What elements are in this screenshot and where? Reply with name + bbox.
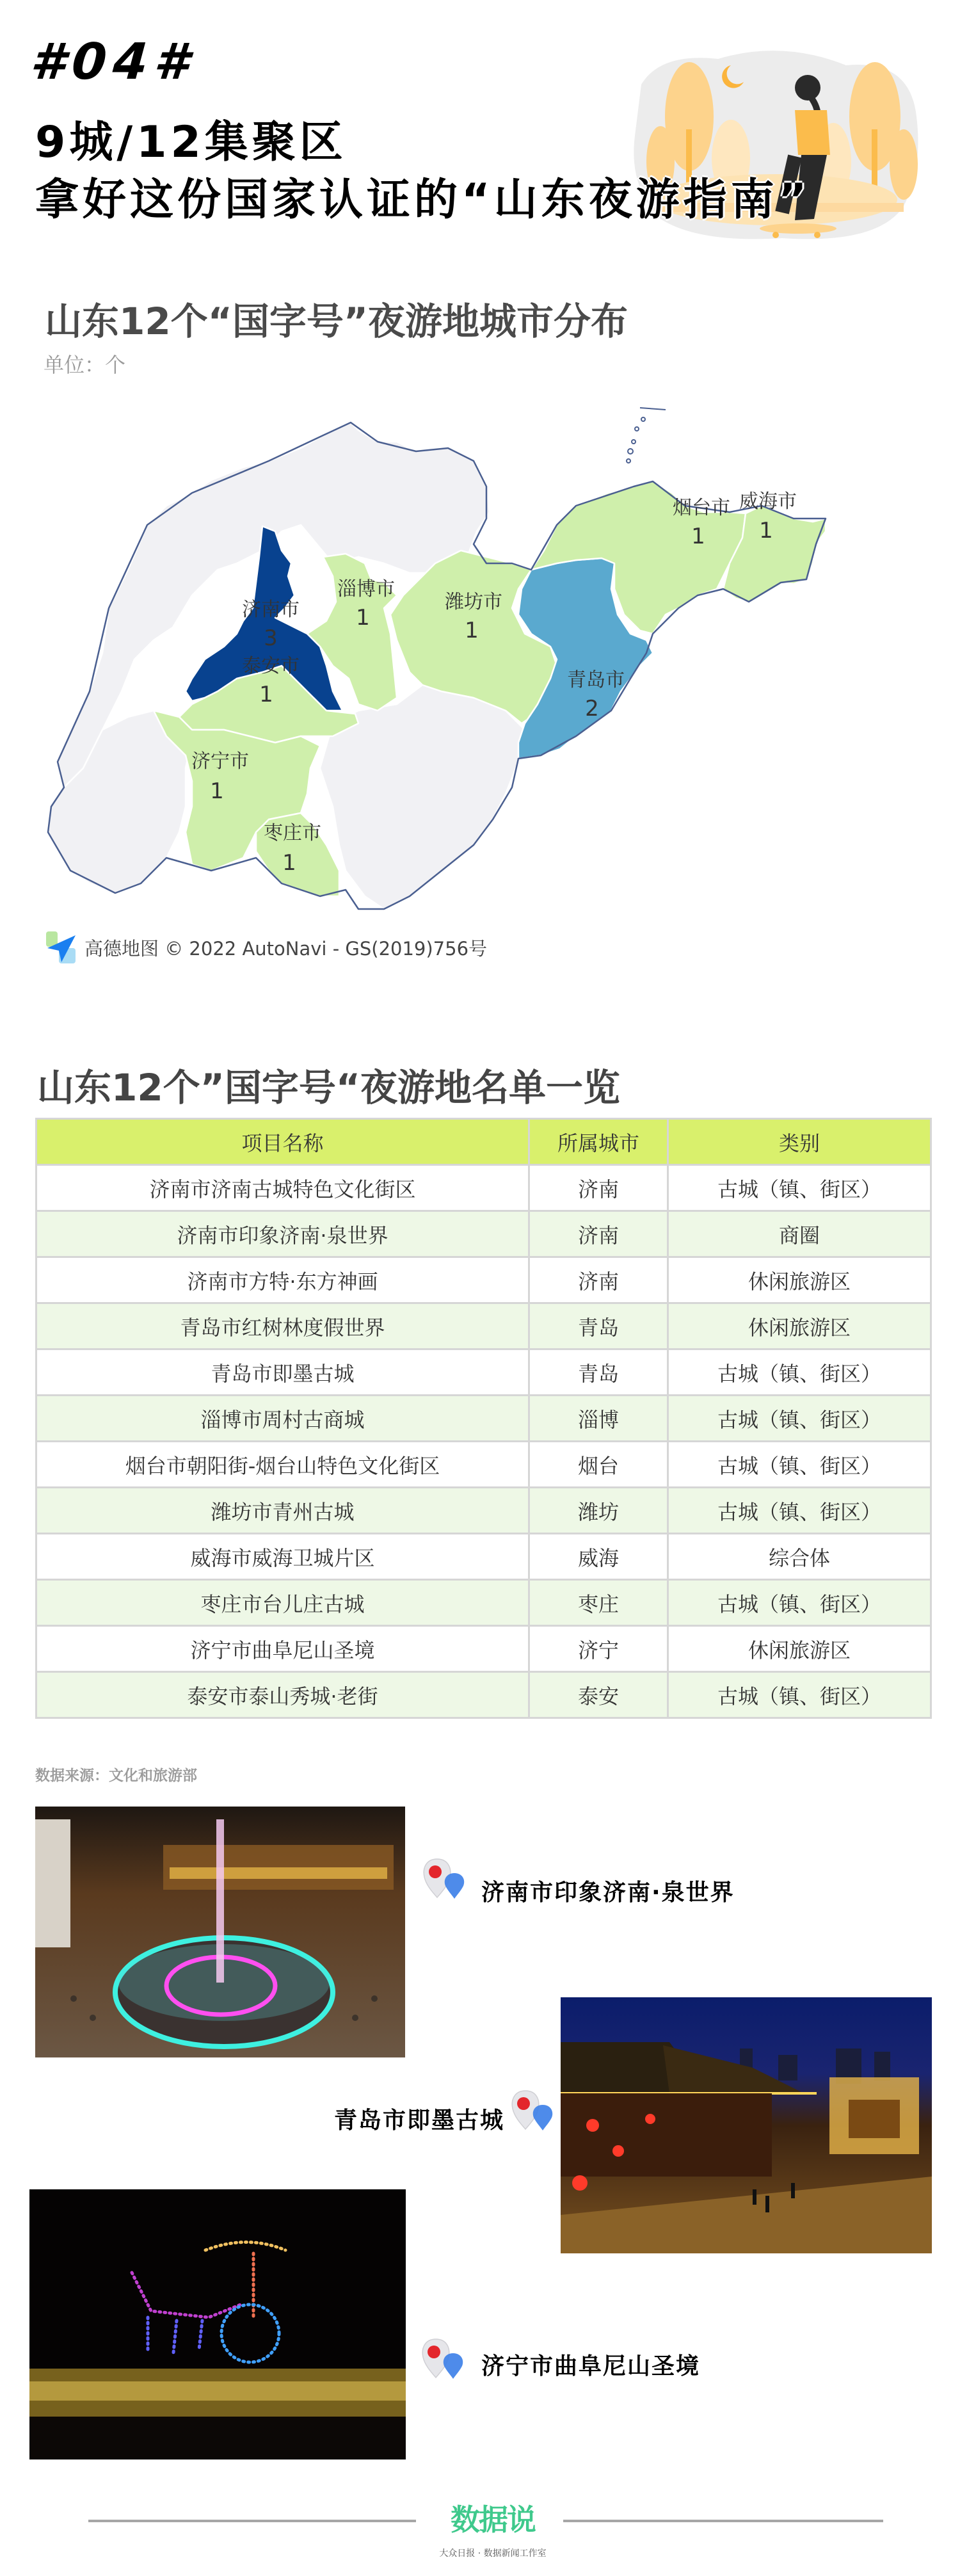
cell-city: 青岛 (529, 1349, 668, 1396)
cell-city: 济南 (529, 1211, 668, 1257)
col-header-project: 项目名称 (36, 1119, 529, 1165)
footer-divider-left (88, 2520, 416, 2522)
map-attribution-text: 高德地图 © 2022 AutoNavi - GS(2019)756号 (84, 937, 488, 960)
place-label-2: 青岛市即墨古城 (334, 2107, 505, 2134)
cell-city: 济宁 (529, 1626, 668, 1672)
table-header-row (36, 1119, 931, 1165)
count-yantai: 1 (691, 524, 705, 549)
table-row (36, 1165, 931, 1211)
label-yantai: 烟台市 (673, 497, 730, 519)
cell-category: 古城（镇、街区） (668, 1672, 931, 1718)
cell-category: 古城（镇、街区） (668, 1442, 931, 1488)
data-source: 数据来源：文化和旅游部 (35, 1767, 197, 1784)
cell-project: 枣庄市台儿庄古城 (36, 1580, 529, 1626)
cell-project: 烟台市朝阳街-烟台山特色文化街区 (36, 1442, 529, 1488)
location-pin-icon (421, 1856, 470, 1901)
table-row (36, 1534, 931, 1580)
label-weifang: 潍坊市 (445, 591, 502, 613)
cell-project: 淄博市周村古商城 (36, 1396, 529, 1442)
cell-project: 青岛市即墨古城 (36, 1349, 529, 1396)
cell-category: 商圈 (668, 1211, 931, 1257)
shandong-choropleth-map (0, 384, 960, 935)
table-row (36, 1349, 931, 1396)
cell-project: 青岛市红树林度假世界 (36, 1303, 529, 1349)
cell-city: 泰安 (529, 1672, 668, 1718)
cell-category: 休闲旅游区 (668, 1257, 931, 1303)
count-weihai: 1 (759, 518, 773, 543)
label-taian: 泰安市 (242, 655, 300, 677)
cell-category: 古城（镇、街区） (668, 1165, 931, 1211)
cell-city: 淄博 (529, 1396, 668, 1442)
label-zaozhuang: 枣庄市 (264, 822, 321, 844)
location-pin-icon (420, 2337, 468, 2381)
table-row (36, 1303, 931, 1349)
cell-city: 青岛 (529, 1303, 668, 1349)
table-row (36, 1672, 931, 1718)
headline-line-1: 9城/12集聚区 (35, 117, 347, 168)
cell-category: 综合体 (668, 1534, 931, 1580)
nightlife-sites-table (35, 1118, 932, 1719)
label-jining: 济宁市 (191, 750, 249, 773)
cell-project: 潍坊市青州古城 (36, 1488, 529, 1534)
cell-city: 威海 (529, 1534, 668, 1580)
cell-category: 古城（镇、街区） (668, 1488, 931, 1534)
table-row (36, 1580, 931, 1626)
table-row (36, 1626, 931, 1672)
table-row (36, 1257, 931, 1303)
photo-drone-show (29, 2189, 406, 2459)
count-weifang: 1 (465, 618, 479, 643)
cell-city: 济南 (529, 1257, 668, 1303)
cell-project: 济南市印象济南·泉世界 (36, 1211, 529, 1257)
ancient-street-photo-icon (561, 1997, 932, 2253)
cell-city: 济南 (529, 1165, 668, 1211)
place-label-3: 济宁市曲阜尼山圣境 (481, 2353, 701, 2379)
cell-project: 济南市济南古城特色文化街区 (36, 1165, 529, 1211)
cell-project: 济宁市曲阜尼山圣境 (36, 1626, 529, 1672)
cell-category: 休闲旅游区 (668, 1303, 931, 1349)
footer-subtitle: 大众日报 · 数据新闻工作室 (439, 2548, 547, 2559)
cell-project: 威海市威海卫城片区 (36, 1534, 529, 1580)
cell-city: 潍坊 (529, 1488, 668, 1534)
count-jining: 1 (210, 778, 224, 804)
count-jinan: 3 (264, 625, 278, 651)
footer-logo: 数据说 (451, 2502, 535, 2537)
label-jinan: 济南市 (242, 599, 300, 621)
issue-number: #04# (28, 33, 198, 91)
location-pin-icon (509, 2088, 558, 2133)
amap-logo-icon (45, 931, 78, 963)
label-weihai: 威海市 (739, 490, 797, 513)
cell-category: 古城（镇、街区） (668, 1349, 931, 1396)
count-taian: 1 (259, 682, 273, 707)
photo-fountain-plaza (35, 1807, 405, 2057)
photo-ancient-street (561, 1997, 932, 2253)
table-row (36, 1396, 931, 1442)
drone-show-photo-icon (29, 2189, 406, 2459)
map-unit-label: 单位：个 (44, 353, 126, 377)
col-header-city: 所属城市 (529, 1119, 668, 1165)
cell-category: 古城（镇、街区） (668, 1396, 931, 1442)
table-row (36, 1488, 931, 1534)
label-zibo: 淄博市 (337, 578, 395, 600)
count-zaozhuang: 1 (282, 850, 296, 876)
col-header-category: 类别 (668, 1119, 931, 1165)
cell-category: 休闲旅游区 (668, 1626, 931, 1672)
fountain-photo-icon (35, 1807, 405, 2057)
headline-line-2: 拿好这份国家认证的“山东夜游指南” (35, 175, 811, 225)
place-label-1: 济南市印象济南·泉世界 (481, 1880, 735, 1906)
cell-category: 古城（镇、街区） (668, 1580, 931, 1626)
count-qingdao: 2 (585, 696, 599, 721)
cell-city: 枣庄 (529, 1580, 668, 1626)
map-attribution (45, 931, 487, 963)
count-zibo: 1 (356, 605, 370, 631)
footer-divider-right (563, 2520, 883, 2522)
table-section-title: 山东12个”国字号“夜游地名单一览 (37, 1066, 620, 1109)
table-row (36, 1442, 931, 1488)
cell-project: 泰安市泰山秀城·老街 (36, 1672, 529, 1718)
cell-project: 济南市方特·东方神画 (36, 1257, 529, 1303)
table-row (36, 1211, 931, 1257)
label-qingdao: 青岛市 (567, 669, 625, 691)
map-section-title: 山东12个“国字号”夜游地城市分布 (45, 300, 628, 343)
cell-city: 烟台 (529, 1442, 668, 1488)
